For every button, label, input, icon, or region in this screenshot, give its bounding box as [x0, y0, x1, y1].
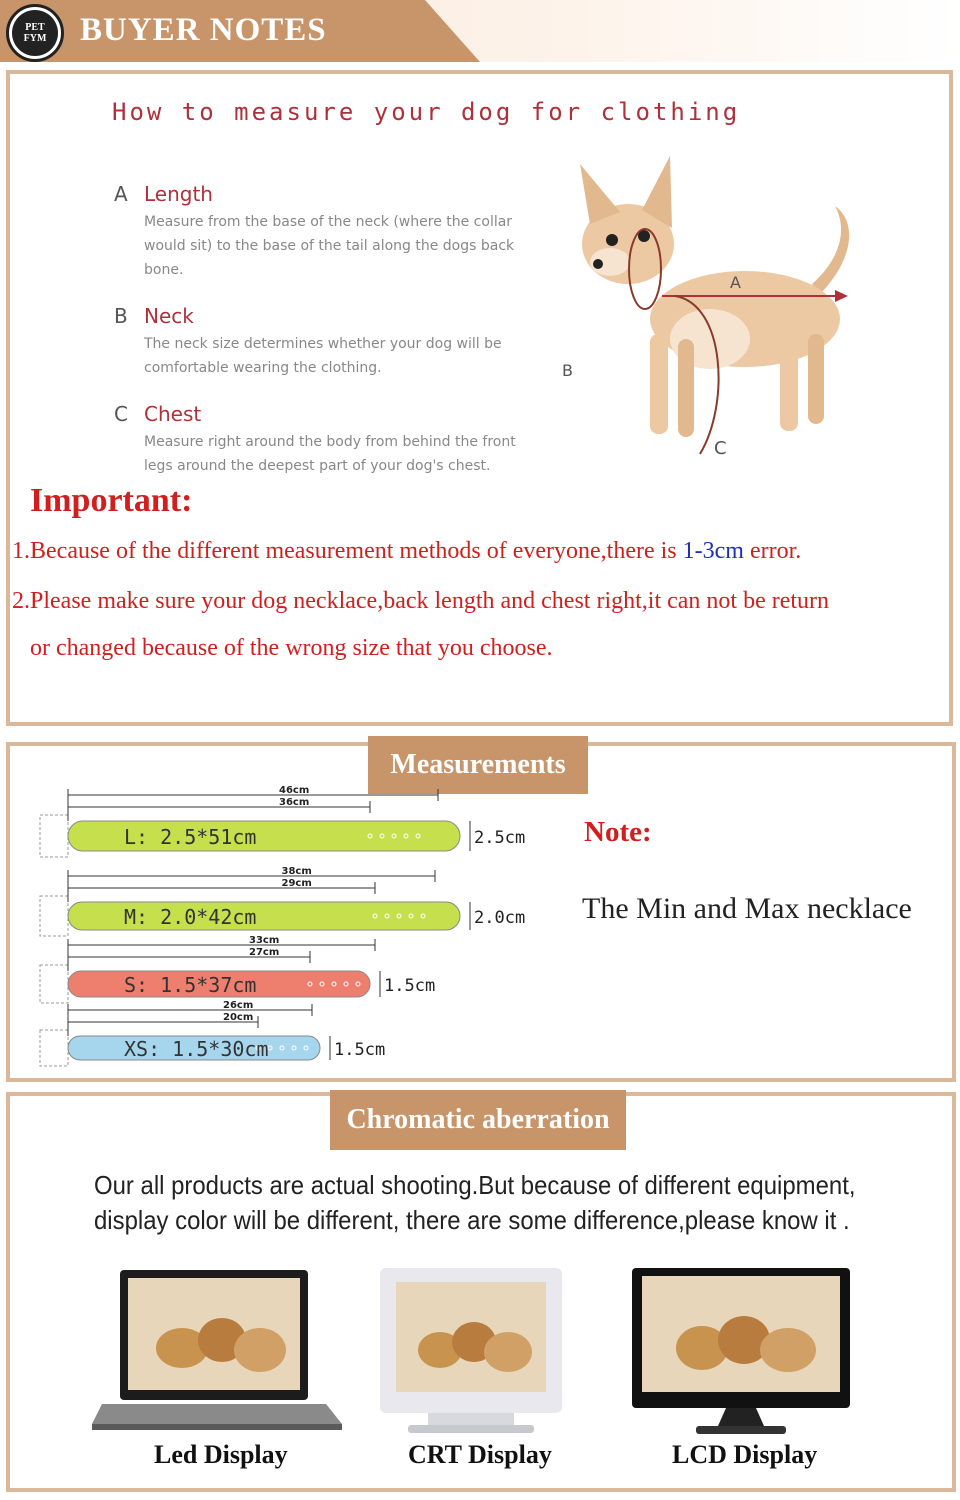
error-range: 1-3cm — [682, 538, 744, 564]
min-length-label: 20cm — [223, 1012, 254, 1023]
lcd-display-label: LCD Display — [672, 1440, 818, 1469]
note-text: The Min and Max necklace — [582, 892, 912, 925]
collar-size-label: S: 1.5*37cm — [124, 973, 257, 997]
important-line-3: or changed because of the wrong size that you choose. — [30, 635, 553, 661]
collar-width-label: 1.5cm — [384, 976, 436, 996]
line1-suffix: error. — [743, 538, 802, 564]
dog-measure-diagram — [550, 144, 890, 474]
label-b: B — [562, 361, 573, 380]
item-name: Chest — [144, 402, 202, 426]
item-desc: Measure right around the body from behind the front legs around the deepest part of your dog's chest. — [144, 434, 516, 474]
chromatic-panel — [6, 1092, 956, 1492]
max-length-label: 26cm — [223, 1000, 254, 1011]
crt-monitor-image — [378, 1268, 564, 1436]
item-name: Neck — [144, 304, 194, 328]
buckle — [40, 1030, 68, 1066]
measure-list — [114, 182, 544, 500]
measure-guide-panel — [6, 70, 953, 726]
measure-item-neck — [114, 304, 544, 380]
note-title: Note: — [584, 816, 652, 848]
chromatic-line-2: display color will be different, there are some difference,please know it . — [94, 1205, 850, 1235]
logo-mark: PET FYM — [12, 10, 58, 56]
measure-item-length — [114, 182, 544, 282]
chromatic-tab: Chromatic aberration — [330, 1090, 626, 1150]
max-length-label: 33cm — [249, 935, 280, 946]
buckle — [40, 896, 68, 936]
chromatic-text — [94, 1168, 855, 1238]
crt-display-label: CRT Display — [408, 1440, 552, 1469]
min-length-label: 29cm — [281, 878, 312, 889]
led-laptop-image — [92, 1268, 342, 1433]
brand-logo — [6, 4, 64, 62]
collar-size-label: XS: 1.5*30cm — [124, 1037, 269, 1061]
header-title: BUYER NOTES — [80, 12, 327, 48]
collar-width-label: 2.0cm — [474, 908, 526, 928]
guide-title: How to measure your dog for clothing — [112, 98, 741, 126]
buckle — [40, 965, 68, 1003]
item-letter: A — [114, 182, 128, 206]
buckle — [40, 815, 68, 857]
led-display-label: Led Display — [154, 1440, 288, 1469]
max-length-label: 38cm — [281, 866, 312, 877]
measure-item-chest — [114, 402, 544, 478]
important-title: Important: — [30, 482, 193, 519]
important-line-2: 2.Please make sure your dog necklace,back length and chest right,it can not be return — [12, 588, 830, 614]
chromatic-line-1: Our all products are actual shooting.But because of different equipment, — [94, 1170, 856, 1200]
line1-text: 1.Because of the different measurement methods of everyone,there is — [12, 538, 683, 564]
label-a: A — [730, 273, 741, 292]
measurements-tab: Measurements — [368, 736, 588, 794]
label-c: C — [714, 438, 727, 459]
item-desc: The neck size determines whether your dog will be comfortable wearing the clothing. — [144, 336, 502, 376]
collar-size-diagram — [30, 786, 570, 1076]
item-desc: Measure from the base of the neck (where the collar would sit) to the base of the tail along the dogs back bone. — [144, 214, 515, 278]
min-length-label: 36cm — [279, 797, 310, 808]
collar-width-label: 1.5cm — [334, 1040, 386, 1060]
max-length-label: 46cm — [279, 786, 310, 796]
item-letter: C — [114, 402, 128, 426]
measurements-panel — [6, 742, 956, 1082]
min-length-label: 27cm — [249, 947, 280, 958]
header-banner — [0, 0, 960, 62]
item-name: Length — [144, 182, 213, 206]
collar-width-label: 2.5cm — [474, 828, 526, 848]
important-line-1 — [12, 538, 801, 565]
collar-size-label: M: 2.0*42cm — [124, 905, 257, 929]
lcd-monitor-image — [632, 1268, 850, 1436]
item-letter: B — [114, 304, 128, 328]
collar-size-label: L: 2.5*51cm — [124, 825, 257, 849]
